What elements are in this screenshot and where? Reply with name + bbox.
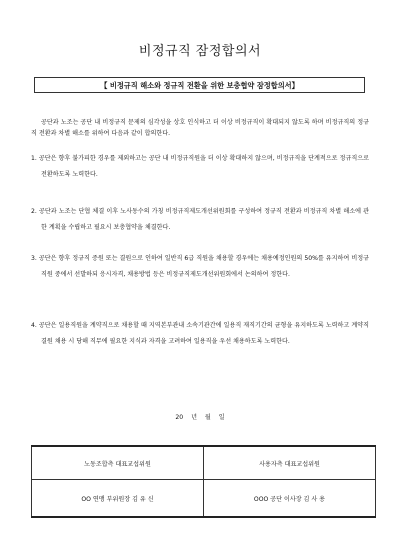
agreement-subtitle-box: 【 비정규직 해소와 정규직 전환을 위한 보충협약 잠정합의서】	[34, 77, 365, 93]
intro-paragraph: 공단과 노조는 공단 내 비정규직 문제의 심각성을 상호 인식하고 더 이상 비정규직이 확대되지 않도록 하며 비정규직의 정규직 전환과 차별 해소를 위하여 다음과 같이 합의한다.	[31, 119, 369, 137]
signature-signer-row	[32, 480, 376, 518]
employer-representative-header: 사용자측 대표교섭위원	[204, 446, 376, 480]
clause-2: 2. 공단과 노조는 단협 체결 이후 노사동수의 가칭 비정규직제도개선위원회를 구성하여 정규직 전환과 비정규직 차별 해소에 관한 계획을 수립하고 필요시 보충협약을 체결한다.	[31, 208, 369, 231]
clause-3: 3. 공단은 향후 정규직 증원 또는 결원으로 인하여 일반직 6급 직원을 채용할 경우에는 채용예정인원의 50%를 유지하여 비정규직원 중에서 선발하되 응시자격, 채용방법 등은 비정규직제도개선위원회에서 논의하여 정한다.	[31, 255, 369, 278]
clause-4: 4. 공단은 일용직원을 계약직으로 채용할 때 지역본부관내 소속기관간에 일용직 재직기간의 균형을 유지하도록 노력하고 계약직 결원 채용 시 당해 직무에 필요한 지식과 자격을 고려하여 일용직을 우선 채용하도록 노력한다.	[31, 322, 369, 345]
date-line: 20 년 월 일	[175, 414, 225, 421]
union-representative-header: 노동조합측 대표교섭위원	[32, 446, 204, 480]
employer-signer: OOO 공단 이사장 김 사 용	[204, 480, 376, 518]
clause-1: 1. 공단은 향후 불가피한 경우를 제외하고는 공단 내 비정규직원을 더 이상 확대하지 않으며, 비정규직을 단계적으로 정규직으로 전환하도록 노력한다.	[31, 155, 369, 178]
union-signer: OO 연맹 부위원장 김 유 신	[32, 480, 204, 518]
page-title: 비정규직 잠정합의서	[138, 44, 262, 59]
signature-table	[31, 445, 376, 518]
signature-header-row	[32, 446, 376, 480]
